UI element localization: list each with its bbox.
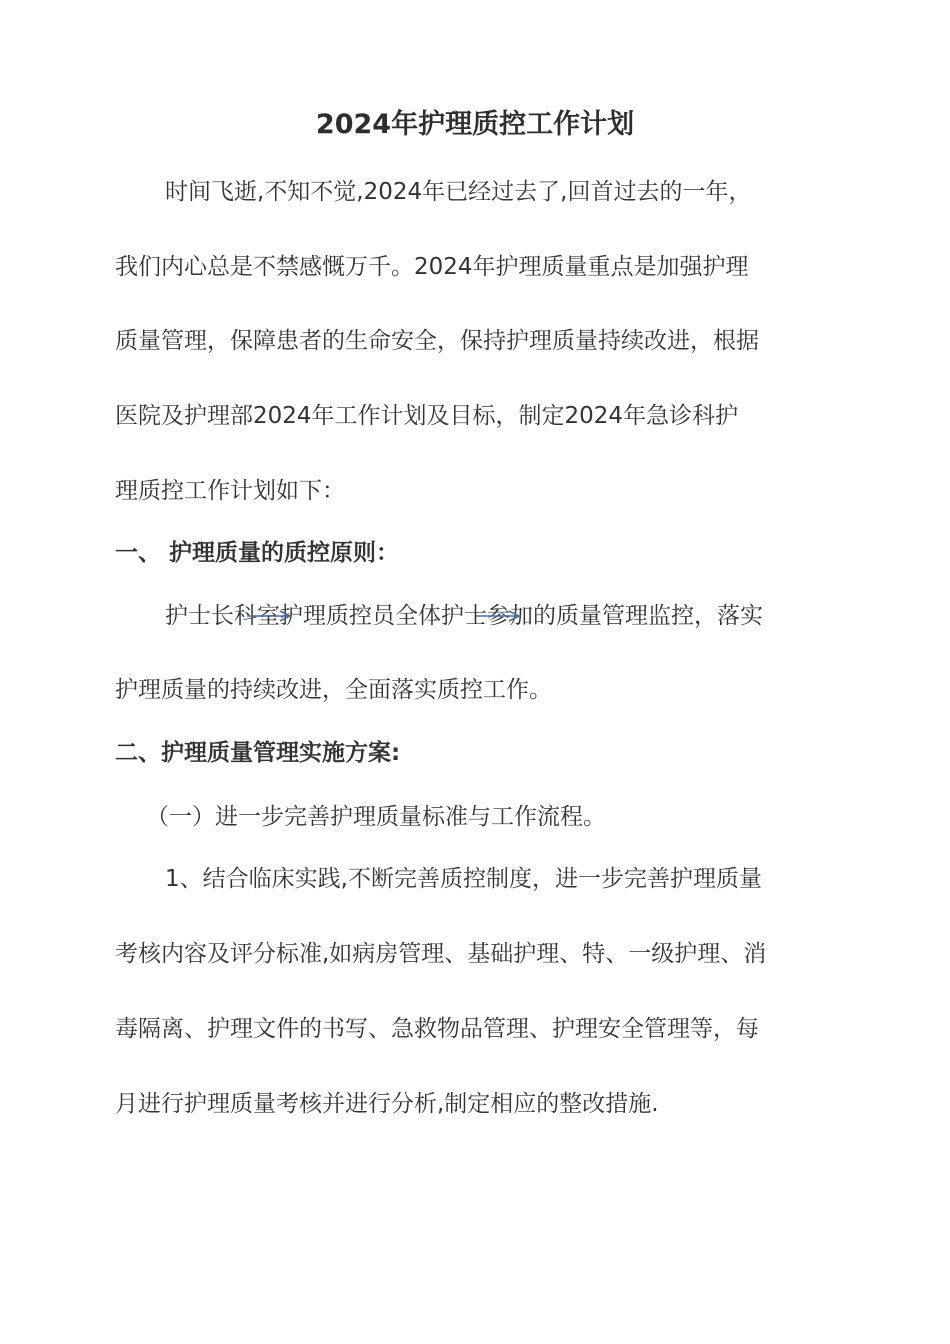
paragraph-line: 医院及护理部2024年工作计划及目标，制定2024年急诊科护	[115, 403, 739, 429]
subsection-heading: （一）进一步完善护理质量标准与工作流程。	[146, 804, 606, 830]
paragraph-line: 理质控工作计划如下：	[115, 478, 345, 504]
arrow-icon	[475, 609, 521, 623]
paragraph-line: 我们内心总是不禁感慨万千。2024年护理质量重点是加强护理	[115, 254, 749, 280]
paragraph-line: 护理质量的持续改进，全面落实质控工作。	[115, 677, 552, 703]
section-heading-1: 一、 护理质量的质控原则：	[115, 540, 400, 566]
arrow-icon	[246, 609, 292, 623]
section-heading-2: 二、护理质量管理实施方案:	[115, 740, 401, 766]
paragraph-line: 1、结合临床实践,不断完善质控制度，进一步完善护理质量	[165, 866, 762, 892]
document-title: 2024年护理质控工作计划	[315, 109, 635, 140]
paragraph-line: 时间飞逝,不知不觉,2024年已经过去了,回首过去的一年，	[165, 179, 752, 205]
paragraph-line: 质量管理，保障患者的生命安全，保持护理质量持续改进，根据	[115, 328, 759, 354]
paragraph-line: 月进行护理质量考核并进行分析,制定相应的整改措施.	[115, 1091, 659, 1117]
paragraph-line: 护士长科室护理质控员全体护士参加的质量管理监控，落实	[165, 603, 763, 629]
paragraph-line: 考核内容及评分标准,如病房管理、基础护理、特、一级护理、消	[115, 941, 767, 967]
paragraph-line: 毒隔离、护理文件的书写、急救物品管理、护理安全管理等，每	[115, 1016, 759, 1042]
